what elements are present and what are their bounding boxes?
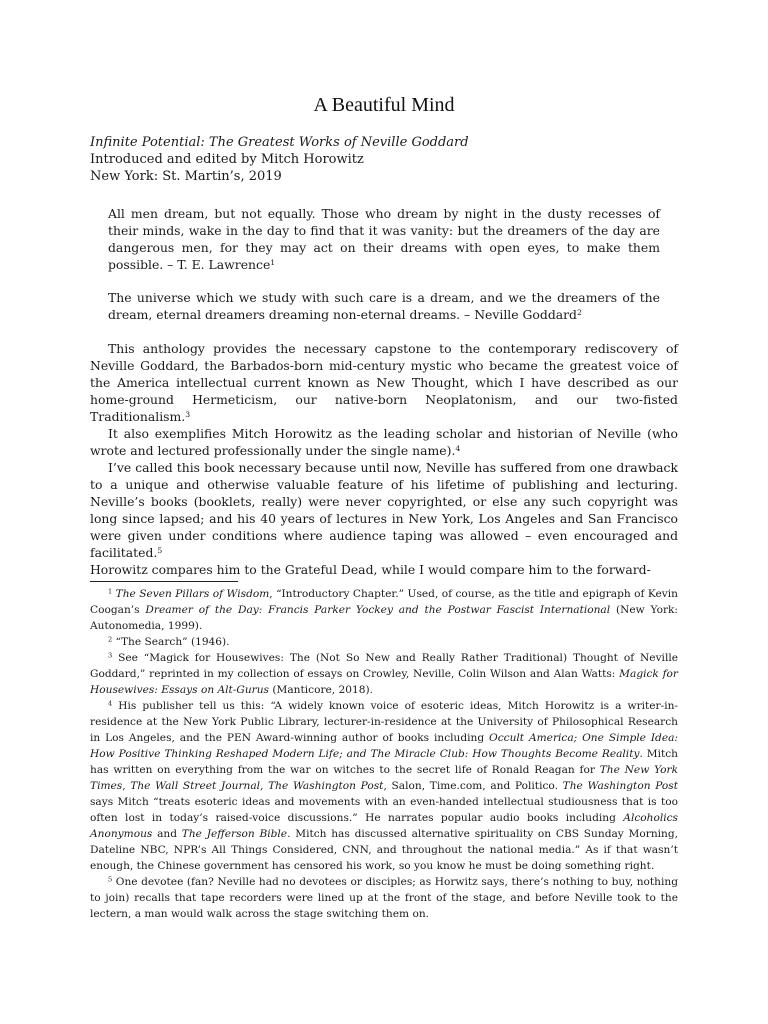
italic-text: The New York Times, The Wall Street Journal, The Washington Post [90,764,678,792]
note-marker: 5 [108,875,113,884]
text-run: . Mitch has discussed alternative spirituality on CBS Sunday Morning, Dateline NBC, NPR’s All Things Considered, CNN, and throughout the national media.” As if that wasn’t enough, the Chinese government has censored his work, so you know he must be doing something right. [90,828,679,872]
body-paragraph [90,340,678,425]
text-run: The universe which we study with such care is a dream, and we the dreamers of the dream, eternal dreamers dreaming non-eternal dreams. – Neville Goddard [108,290,660,322]
text-run: Horowitz compares him to the Grateful Dead, while I would compare him to the forward- [90,562,651,577]
text-run: This anthology provides the necessary capstone to the contemporary rediscovery of Neville Goddard, the Barbados-born mid-century mystic who became the greatest voice of the America intellectual current known as New Thought, which I have described as our home-ground Hermeticism, our native-born Neoplatonism, and our two-fisted Traditionalism. [90,341,678,424]
page-title: A Beautiful Mind [313,94,455,116]
text-run: . Mitch has written on everything from the war on witches to the secret life of Ronald Reagan for [90,748,679,776]
italic-text: Dreamer of the Day: Francis Parker Yockey and the Postwar Fascist International [145,604,611,616]
text-run: His publisher tell us this: “A widely known voice of esoteric ideas, Mitch Horowitz is a writer-in-residence at the New York Public Library, lecturer-in-residence at the University of Philosophical Research in Los Angeles, and the PEN Award-winning author of books including [90,700,678,744]
text-run: It also exemplifies Mitch Horowitz as the leading scholar and historian of Neville (who wrote and lectured professionally under the single name). [90,426,678,458]
footnote [90,586,678,634]
text-run: I’ve called this book necessary because until now, Neville has suffered from one drawback to a unique and otherwise valuable feature of his lifetime of publishing and lecturing. Neville’s books (booklets, really) were never copyrighted, or else any such copyright was long since lapsed; and his 40 years of lectures in New York, Los Angeles and San Francisco were given under conditions where audience taping was allowed – even encouraged and facilitated. [90,460,678,560]
footnote-separator [90,581,238,582]
text-run: (New York: Autonomedia, 1999). [90,604,678,632]
italic-text: The Seven Pillars of Wisdom [115,588,270,600]
body-text [90,340,678,578]
text-run: (Manticore, 2018). [269,684,373,696]
italic-text: Alcoholics Anonymous [90,812,678,840]
text-run: One devotee (fan? Neville had no devotees or disciples; as Horwitz says, there’s nothing to buy, nothing to join) recalls that tape recorders were lined up at the front of the stage, and before Neville took to the lectern, a man would walk across the stage switching them on. [90,876,678,920]
footnotes [90,586,678,922]
text-run: and [152,828,182,840]
body-paragraph [90,561,678,578]
epigraph-goddard [108,289,660,323]
footnote [90,874,678,922]
text-run: See “Magick for Housewives: The (Not So New and Really Rather Traditional) Thought of Neville Goddard,” reprinted in my collection of essays on Crowley, Neville, Colin Wilson and Alan Watts: [90,652,678,680]
body-paragraph [90,425,678,459]
note-marker: 3 [108,651,113,660]
publisher-line: New York: St. Martin’s, 2019 [90,169,282,184]
footnote [90,634,678,650]
text-run: , Salon, Time.com, and Politico. [383,780,563,792]
note-marker: 2 [577,307,582,317]
italic-text: The Washington Post [562,780,678,792]
italic-text: The Jefferson Bible [181,828,288,840]
note-marker: 3 [185,409,191,419]
italic-text: Magick for Housewives: Essays on Alt-Gurus [90,668,678,696]
body-paragraph [90,459,678,561]
note-marker: 1 [108,587,113,596]
text-run: , “Introductory Chapter.” Used, of course, as the title and epigraph of Kevin Coogan’s [90,588,678,616]
book-title: Infinite Potential: The Greatest Works of Neville Goddard [90,135,469,150]
note-marker: 4 [455,443,461,453]
note-marker: 2 [108,635,113,644]
epigraph-lawrence [108,205,660,273]
footnote [90,650,678,698]
text-run: All men dream, but not equally. Those who dream by night in the dusty recesses of their minds, wake in the day to find that it was vanity: but the dreamers of the day are dangerous men, for they may act on their dreams with open eyes, to make them possible. – T. E. Lawrence [108,206,660,272]
note-marker: 4 [108,699,113,708]
italic-text: Occult America; One Simple Idea: How Positive Thinking Reshaped Modern Life; and The Miracle Club: How Thoughts Become Reality [90,732,678,760]
note-marker: 1 [270,257,276,267]
citation-block [90,134,678,185]
text-run: “The Search” (1946). [112,636,230,648]
editor-line: Introduced and edited by Mitch Horowitz [90,152,364,167]
footnote [90,698,678,874]
text-run: says Mitch “treats esoteric ideas and movements with an even-handed intellectual studiousness that is too often lost in today’s raised-voice discussions.” He narrates popular audio books including [90,796,678,824]
note-marker: 5 [157,545,163,555]
